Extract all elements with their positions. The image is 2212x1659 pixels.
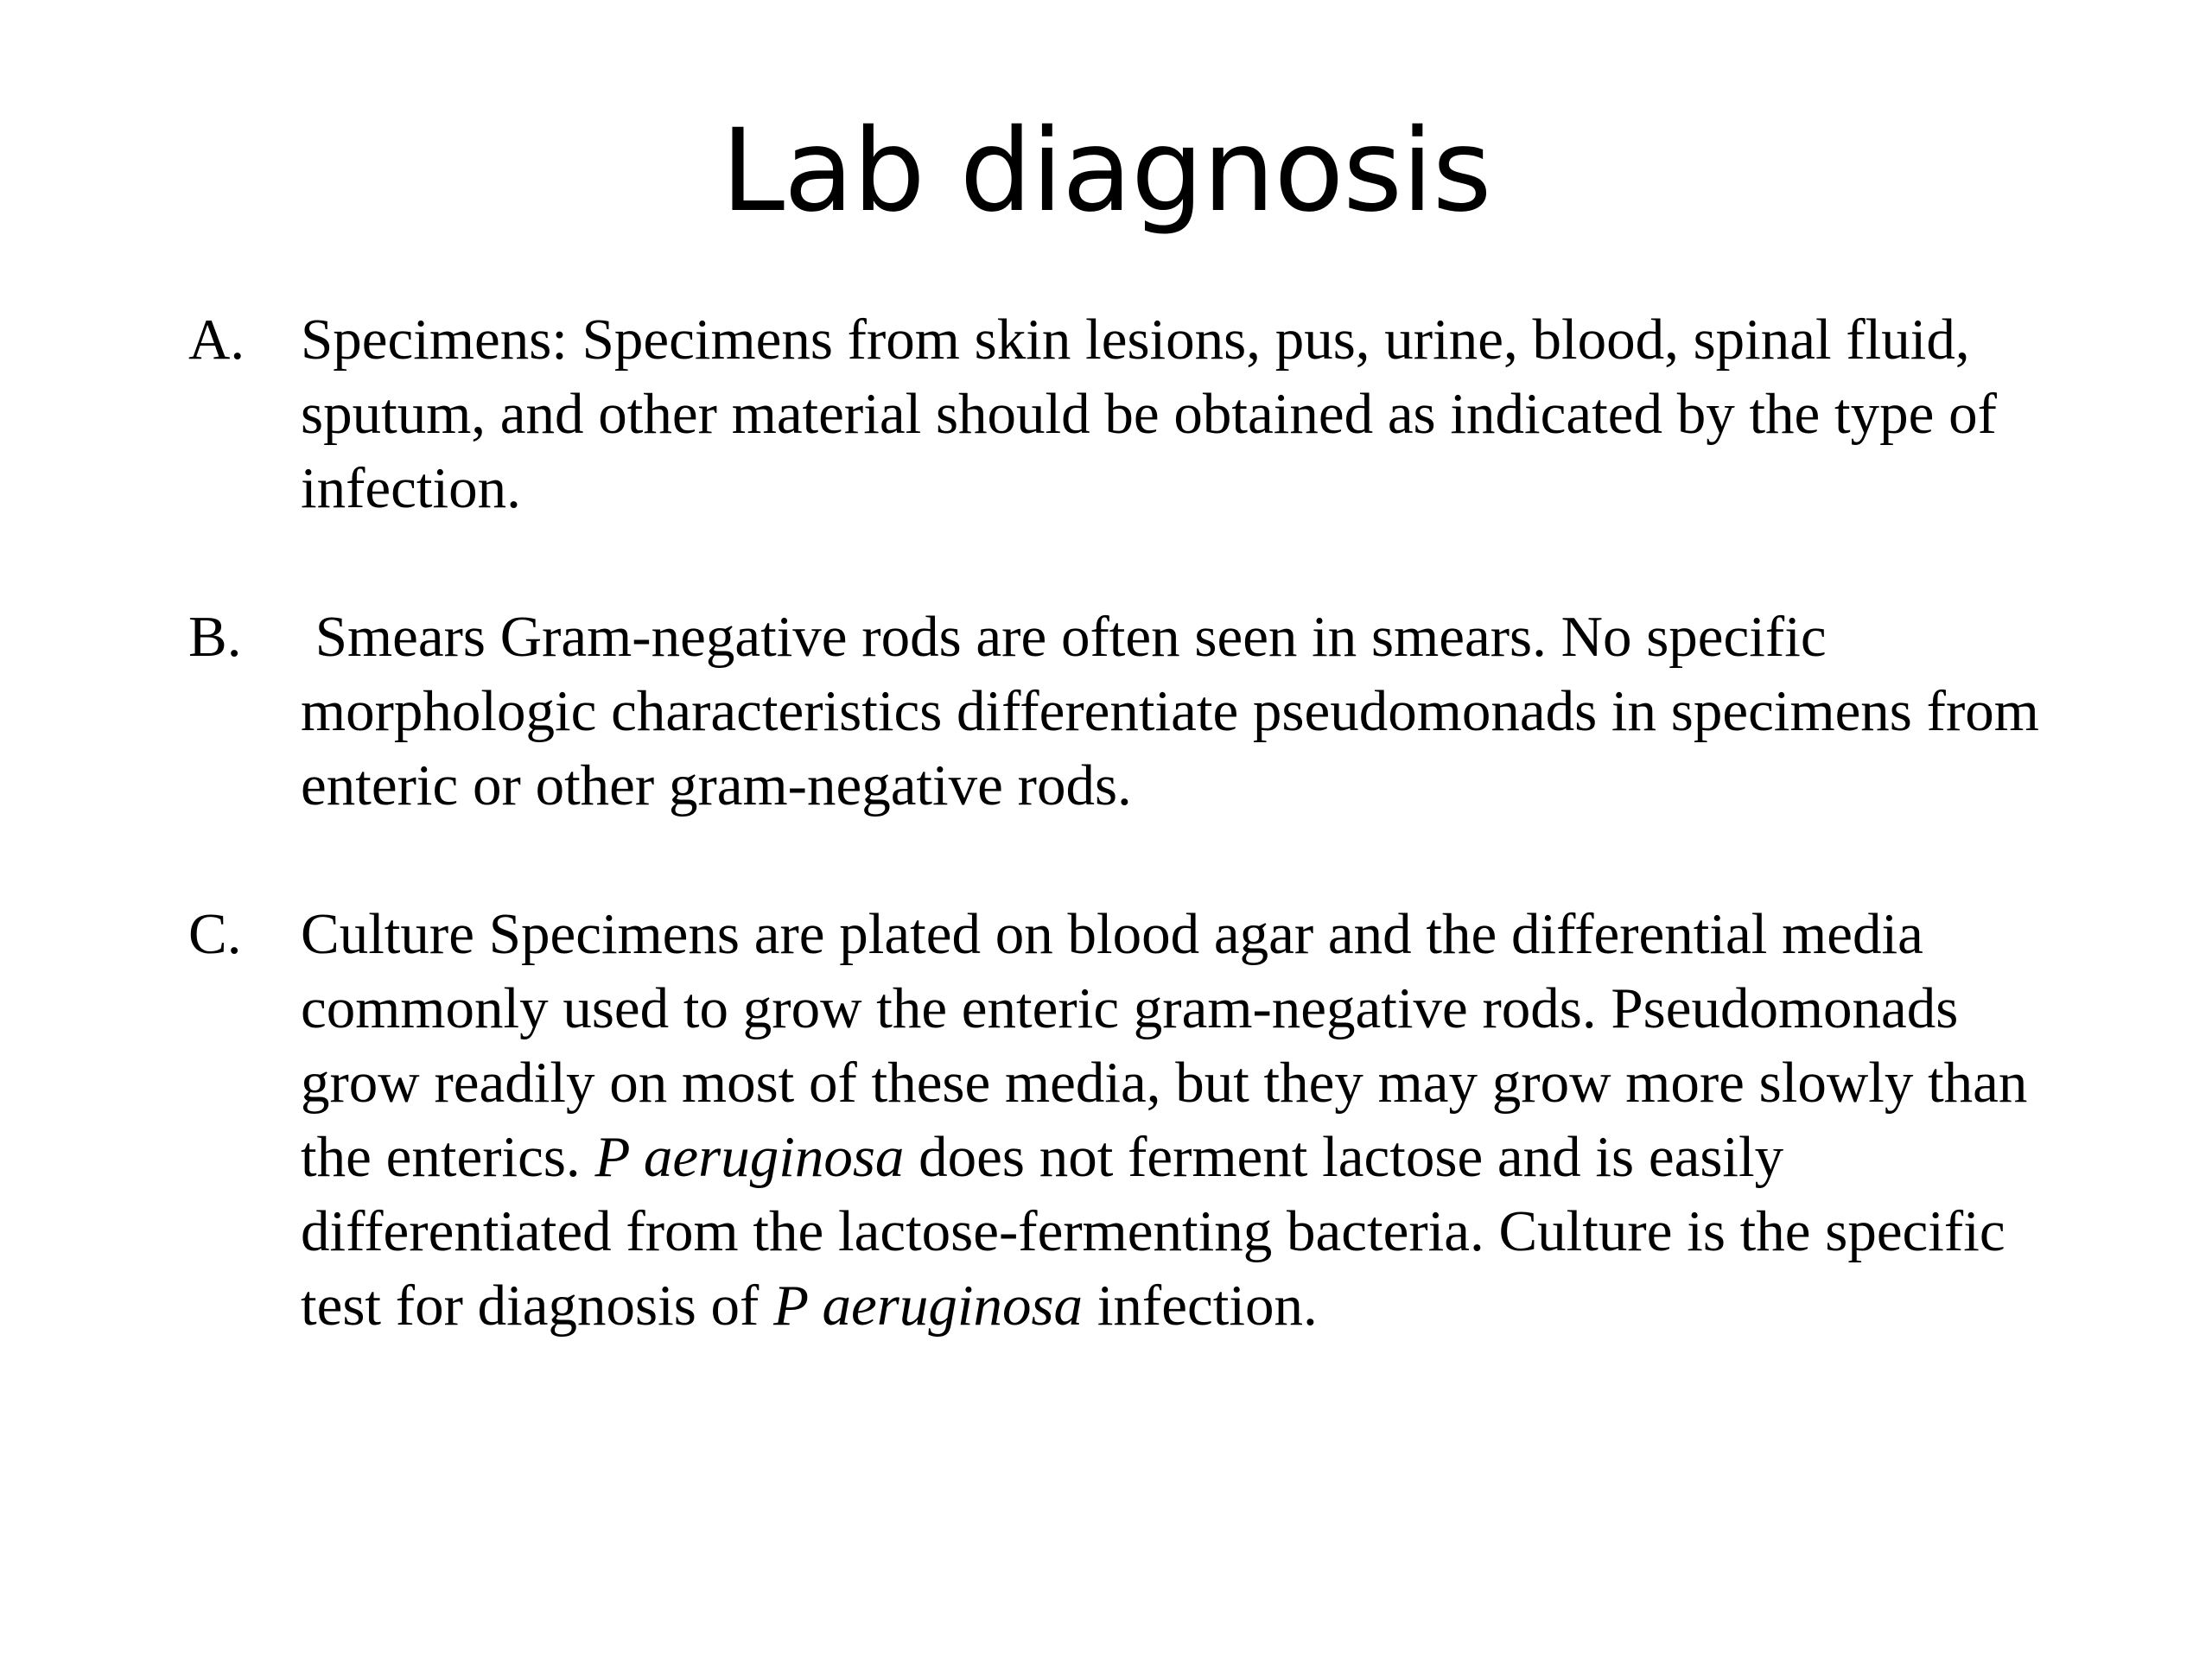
item-text-segment: does not ferment lactose and is easily differentiated from the lactose-fermenting bacteria. Culture is the specific test for diagnosis of bbox=[301, 1125, 2005, 1338]
slide-title: Lab diagnosis bbox=[721, 105, 1491, 238]
list-marker: B. bbox=[188, 605, 242, 669]
list-item-a bbox=[188, 302, 2055, 525]
item-text-segment: infection. bbox=[1083, 1274, 1318, 1338]
list-marker: A. bbox=[188, 308, 245, 372]
species-name: P aeruginosa bbox=[773, 1274, 1084, 1338]
list-item-b bbox=[188, 600, 2055, 823]
item-list bbox=[188, 302, 2055, 1417]
item-text-segment: Culture Specimens are plated on blood agar and the differential media commonly used to grow the enteric gram-negative rods. Pseudomonads grow readily on most of these media, but they may grow more slowly than the enterics. bbox=[301, 902, 2028, 1189]
list-item-c bbox=[188, 897, 2055, 1343]
item-text bbox=[301, 902, 2027, 1338]
list-marker: C. bbox=[188, 902, 242, 966]
item-text: Smears Gram-negative rods are often seen in smears. No specific morphologic characteristics differentiate pseudomonads in specimens from enteric or other gram-negative rods. bbox=[301, 605, 2054, 817]
species-name: P aeruginosa bbox=[594, 1125, 905, 1189]
item-text: Specimens: Specimens from skin lesions, pus, urine, blood, spinal fluid, sputum, and other material should be obtained as indicated by the type of infection. bbox=[301, 308, 1997, 520]
